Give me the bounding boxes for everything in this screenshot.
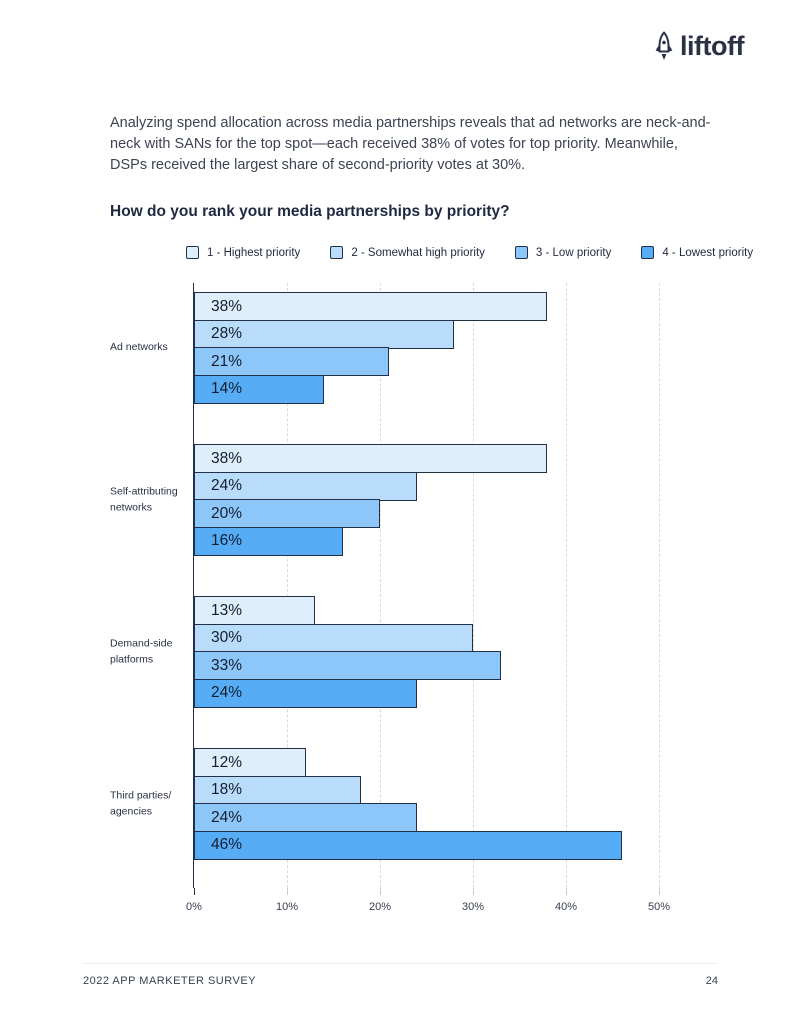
bar: [194, 375, 324, 404]
plot-area: [110, 283, 671, 913]
page-footer: [83, 975, 718, 987]
bar: [194, 803, 417, 832]
bar: [194, 444, 547, 473]
bar: [194, 472, 417, 501]
bar-value-label: 33%: [211, 656, 243, 674]
footer-survey-title: 2022 APP MARKETER SURVEY: [83, 975, 256, 987]
category-label: Self-attributing networks: [110, 485, 178, 513]
legend-item: [330, 246, 485, 259]
bar: [194, 499, 380, 528]
liftoff-logo: [653, 31, 744, 61]
category-label: Third parties/ agencies: [110, 789, 172, 817]
bar-value-label: 16%: [211, 532, 243, 549]
bar-value-label: 30%: [211, 629, 243, 646]
bar: [194, 320, 454, 349]
axis-tick: [659, 888, 660, 895]
bar-value-label: 13%: [211, 601, 243, 619]
axis-tick: [566, 888, 567, 895]
bar-value-label: 14%: [211, 380, 243, 397]
footer-page-number: 24: [705, 975, 718, 987]
bar: [194, 748, 306, 777]
x-axis-label: 0%: [186, 901, 202, 913]
legend-swatch-icon: [330, 246, 343, 259]
bar-value-label: 24%: [211, 477, 243, 494]
bar: [194, 651, 501, 680]
chart-legend: [186, 246, 753, 259]
legend-swatch-icon: [186, 246, 199, 259]
bar-value-label: 38%: [211, 449, 243, 467]
bar-value-label: 28%: [211, 325, 243, 342]
bar: [194, 527, 343, 556]
bar: [194, 776, 361, 805]
bar: [194, 679, 417, 708]
footer-divider: [83, 963, 717, 964]
bar-group: [110, 596, 659, 708]
x-axis-label: 10%: [275, 901, 299, 913]
logo-wordmark: liftoff: [680, 30, 744, 61]
category-label: Demand-side platforms: [110, 637, 173, 665]
legend-item: [186, 246, 300, 259]
x-axis-label: 20%: [368, 901, 392, 913]
legend-label: 1 - Highest priority: [207, 246, 301, 259]
legend-item: [641, 246, 753, 259]
bar: [194, 624, 473, 653]
bar-value-label: 38%: [211, 297, 243, 315]
bar-group: [110, 444, 659, 556]
bar-value-label: 24%: [211, 808, 243, 826]
rocket-icon: [653, 31, 675, 61]
x-axis-label: 30%: [461, 901, 485, 913]
axis-tick: [473, 888, 474, 895]
bar-group: [110, 748, 659, 860]
legend-swatch-icon: [515, 246, 528, 259]
axis-tick: [380, 888, 381, 895]
x-axis-label: 40%: [554, 901, 578, 913]
legend-label: 2 - Somewhat high priority: [351, 246, 485, 259]
legend-label: 4 - Lowest priority: [662, 246, 754, 259]
question-title: How do you rank your media partnerships by priority?: [110, 203, 510, 220]
bar: [194, 596, 315, 625]
bar-value-label: 24%: [211, 684, 243, 701]
intro-paragraph: Analyzing spend allocation across media partnerships reveals that ad networks are neck-and-neck with SANs for the top spot—each received 38% of votes for top priority. Meanwhile, DSPs received the largest share of second-priority votes at 30%.: [110, 115, 711, 174]
axis-tick: [194, 888, 195, 895]
x-axis-label: 50%: [647, 901, 671, 913]
legend-swatch-icon: [641, 246, 654, 259]
axis-tick: [287, 888, 288, 895]
bar: [194, 831, 622, 860]
bar: [194, 292, 547, 321]
legend-label: 3 - Low priority: [535, 246, 612, 259]
bar-value-label: 18%: [211, 781, 243, 798]
legend-item: [515, 246, 611, 259]
bar-value-label: 20%: [211, 504, 243, 522]
bar: [194, 347, 389, 376]
bar-value-label: 21%: [211, 352, 243, 370]
category-label: Ad networks: [110, 340, 168, 353]
bar-value-label: 46%: [211, 836, 243, 853]
bar-value-label: 12%: [211, 753, 243, 771]
gridline: [659, 283, 660, 888]
bar-group: [110, 292, 659, 404]
